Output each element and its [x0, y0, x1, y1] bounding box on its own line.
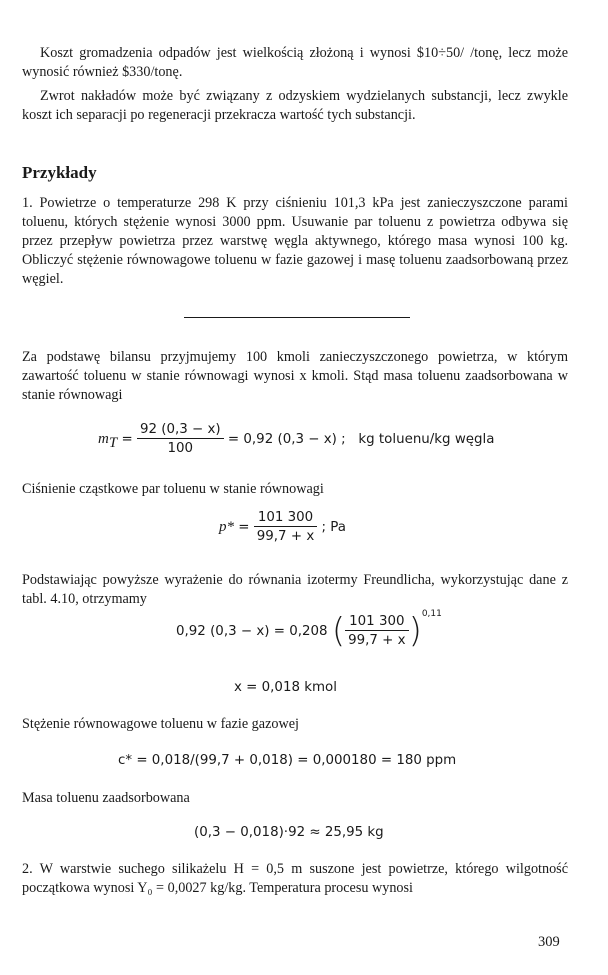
equation-partial-pressure [219, 510, 346, 544]
eq3-fraction [345, 614, 408, 648]
eq2-lhs: p* [219, 519, 234, 535]
eq3-denominator: 99,7 + x [345, 630, 408, 648]
eq2-denominator: 99,7 + x [254, 526, 317, 544]
separator-rule [184, 317, 410, 318]
page-number: 309 [538, 934, 560, 950]
equation-concentration: c* = 0,018/(99,7 + 0,018) = 0,000180 = 180 ppm [118, 753, 457, 768]
example-2-statement: 2. W warstwie suchego silikażelu H = 0,5 m suszone jest powietrze, którego wilgotność początkowa wynosi Y₀ = 0,0027 kg/kg. Temperatura procesu wynosi [22, 861, 568, 896]
paragraph-freundlich: Podstawiając powyższe wyrażenie do równania izotermy Freundlicha, wykorzystując dane z tabl. 4.10, otrzymamy [22, 572, 568, 607]
paragraph-balance-basis: Za podstawę bilansu przyjmujemy 100 kmoli zanieczyszczonego powietrza, w którym zawartość toluenu w stanie równowagi wynosi x kmoli. Stąd masa toluenu zaadsorbowana w stanie równowagi [22, 349, 568, 403]
eq3-close-paren: ) [408, 611, 422, 651]
eq3-lhs: 0,92 (0,3 − x) = 0,208 [176, 624, 328, 639]
eq1-fraction [137, 422, 224, 456]
eq3-open-paren: ( [331, 611, 346, 651]
paragraph-equilibrium-conc: Stężenie równowagowe toluenu w fazie gazowej [22, 716, 299, 732]
paragraph-waste-cost: Koszt gromadzenia odpadów jest wielkością złożoną i wynosi $10÷50/ /tonę, lecz może wynosić również $330/tonę. [22, 45, 568, 80]
equation-mass-result: (0,3 − 0,018)·92 ≈ 25,95 kg [194, 825, 384, 840]
eq2-numerator: 101 300 [257, 510, 314, 525]
equation-x-result: x = 0,018 kmol [234, 680, 337, 695]
eq1-lhs-sub: T [108, 435, 118, 451]
eq1-lhs: m [98, 431, 109, 447]
eq3-exponent: 0,11 [421, 608, 442, 619]
section-heading-examples: Przykłady [22, 163, 97, 182]
eq2-unit: ; Pa [321, 520, 346, 535]
paragraph-adsorbed-mass: Masa toluenu zaadsorbowana [22, 790, 190, 806]
example-1-statement: 1. Powietrze o temperaturze 298 K przy ciśnieniu 101,3 kPa jest zanieczyszczone parami toluenu, których stężenie wynosi 3000 ppm. Usuwanie par toluenu z powietrza odbywa się przez przepływ powietrza przez warstwę węgla aktywnego, którego masa wynosi 100 kg. Obliczyć stężenie równowagowe toluenu w fazie gazowej i masę toluenu zaadsorbowaną przez węgiel. [22, 195, 568, 287]
eq1-rhs: = 0,92 (0,3 − x) ; [227, 432, 346, 447]
eq1-equals: = [121, 432, 133, 447]
eq2-fraction [254, 510, 317, 544]
paragraph-partial-pressure: Ciśnienie cząstkowe par toluenu w stanie równowagi [22, 481, 324, 497]
eq2-equals: = [238, 520, 250, 535]
paragraph-recovery: Zwrot nakładów może być związany z odzyskiem wydzielanych substancji, lecz zwykle koszt ich separacji po regeneracji przekracza wartość tych substancji. [22, 88, 568, 123]
eq1-numerator: 92 (0,3 − x) [139, 422, 221, 437]
eq3-numerator: 101 300 [349, 614, 405, 629]
eq1-unit: kg toluenu/kg węgla [358, 432, 495, 447]
equation-freundlich [176, 608, 442, 651]
equation-adsorbed-mass [98, 422, 494, 456]
eq1-denominator: 100 [137, 438, 224, 456]
